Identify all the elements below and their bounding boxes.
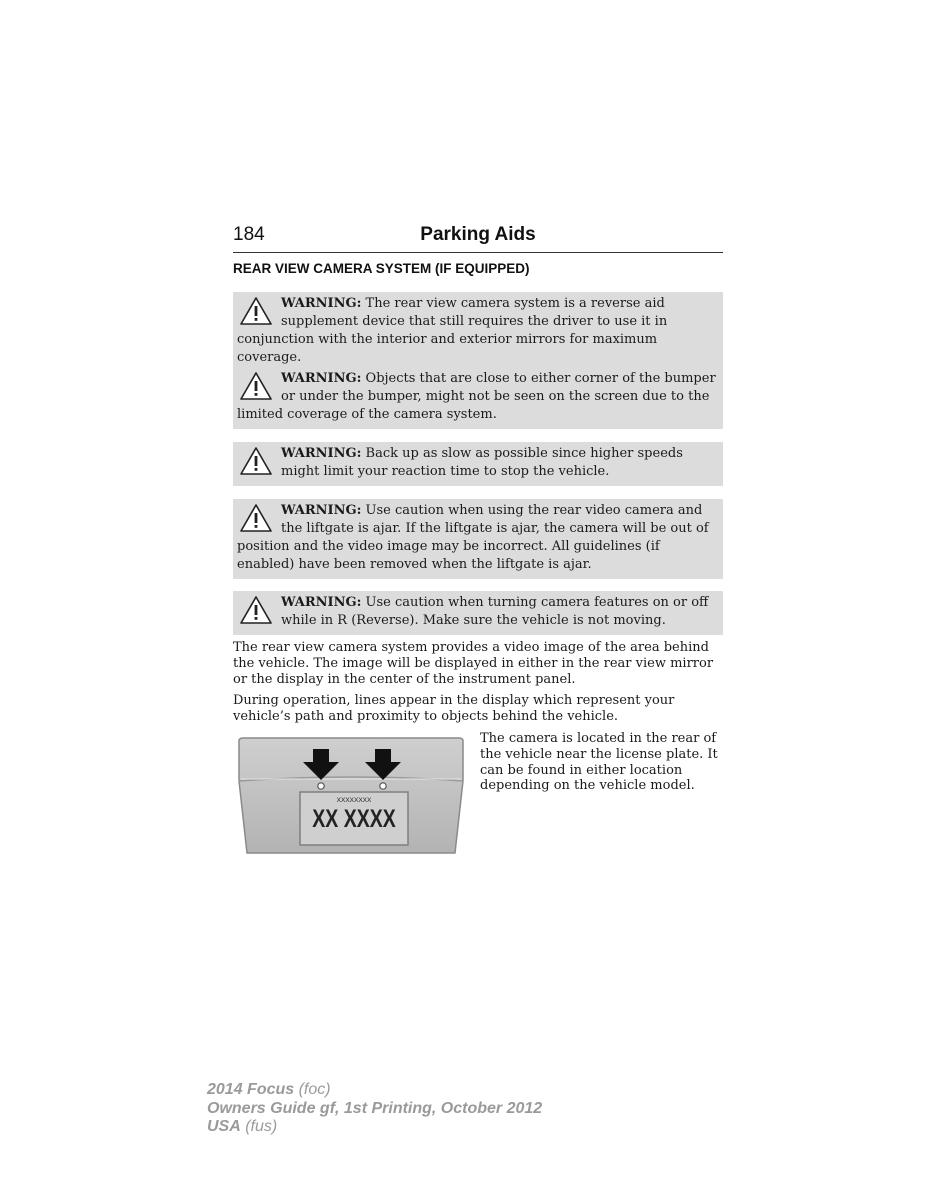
footer-line-3 — [207, 1118, 542, 1137]
warning-box-4 — [233, 499, 723, 579]
warning-label: WARNING: — [281, 503, 362, 518]
plate-small-text: XXXXXXXX — [336, 797, 372, 804]
footer-market: USA — [207, 1118, 241, 1135]
warning-box-3 — [233, 442, 723, 486]
camera-lens-left — [318, 783, 324, 789]
footer-line-2: Owners Guide gf, 1st Printing, October 2012 — [207, 1099, 543, 1117]
warning-label: WARNING: — [281, 296, 362, 311]
footer-market-code: (fus) — [240, 1118, 278, 1135]
body-paragraph-2: During operation, lines appear in the display which represent your vehicle’s path and proximity to objects behind the vehicle. — [233, 693, 675, 724]
warning-label: WARNING: — [281, 595, 362, 610]
warning-text: The rear view camera system is a reverse aid supplement device that still requires the driver to use it in conjunction with the interior and exterior mirrors for maximum coverage. — [237, 296, 668, 365]
plate-main-text: XX XXXX — [312, 804, 396, 833]
page-title: Parking Aids — [420, 224, 536, 245]
warning-box-5 — [233, 591, 723, 635]
camera-location-figure — [235, 737, 467, 855]
figure-caption: The camera is located in the rear of the vehicle near the license plate. It can be found in either location depending on the vehicle model. — [480, 731, 718, 794]
warning-text: Back up as slow as possible since higher speeds might limit your reaction time to stop the vehicle. — [281, 446, 683, 479]
warning-text: Use caution when turning camera features on or off while in R (Reverse). Make sure the vehicle is not moving. — [281, 595, 709, 628]
warning-triangle-icon — [239, 371, 273, 401]
footer-model: 2014 Focus — [207, 1081, 295, 1098]
page-footer — [207, 1081, 542, 1137]
section-heading: REAR VIEW CAMERA SYSTEM (IF EQUIPPED) — [233, 261, 530, 276]
warning-box-2 — [233, 367, 723, 429]
warning-box-1 — [233, 292, 723, 372]
warning-text: Objects that are close to either corner of the bumper or under the bumper, might not be seen on the screen due to the limited coverage of the camera system. — [237, 371, 716, 422]
warning-triangle-icon — [239, 595, 273, 625]
footer-model-code: (foc) — [294, 1081, 331, 1098]
warning-label: WARNING: — [281, 446, 362, 461]
body-paragraph-1: The rear view camera system provides a video image of the area behind the vehicle. The image will be displayed in either in the rear view mirror or the display in the center of the instrument panel. — [233, 640, 714, 687]
warning-triangle-icon — [239, 296, 273, 326]
warning-label: WARNING: — [281, 371, 362, 386]
page-header — [233, 224, 723, 253]
footer-line-1 — [207, 1081, 542, 1100]
camera-lens-right — [380, 783, 386, 789]
warning-triangle-icon — [239, 446, 273, 476]
warning-text: Use caution when using the rear video camera and the liftgate is ajar. If the liftgate is ajar, the camera will be out of position and the video image may be incorrect. All guidelines (if enabled) have been removed when the liftgate is ajar. — [237, 503, 709, 572]
warning-triangle-icon — [239, 503, 273, 533]
page-number: 184 — [233, 224, 265, 245]
